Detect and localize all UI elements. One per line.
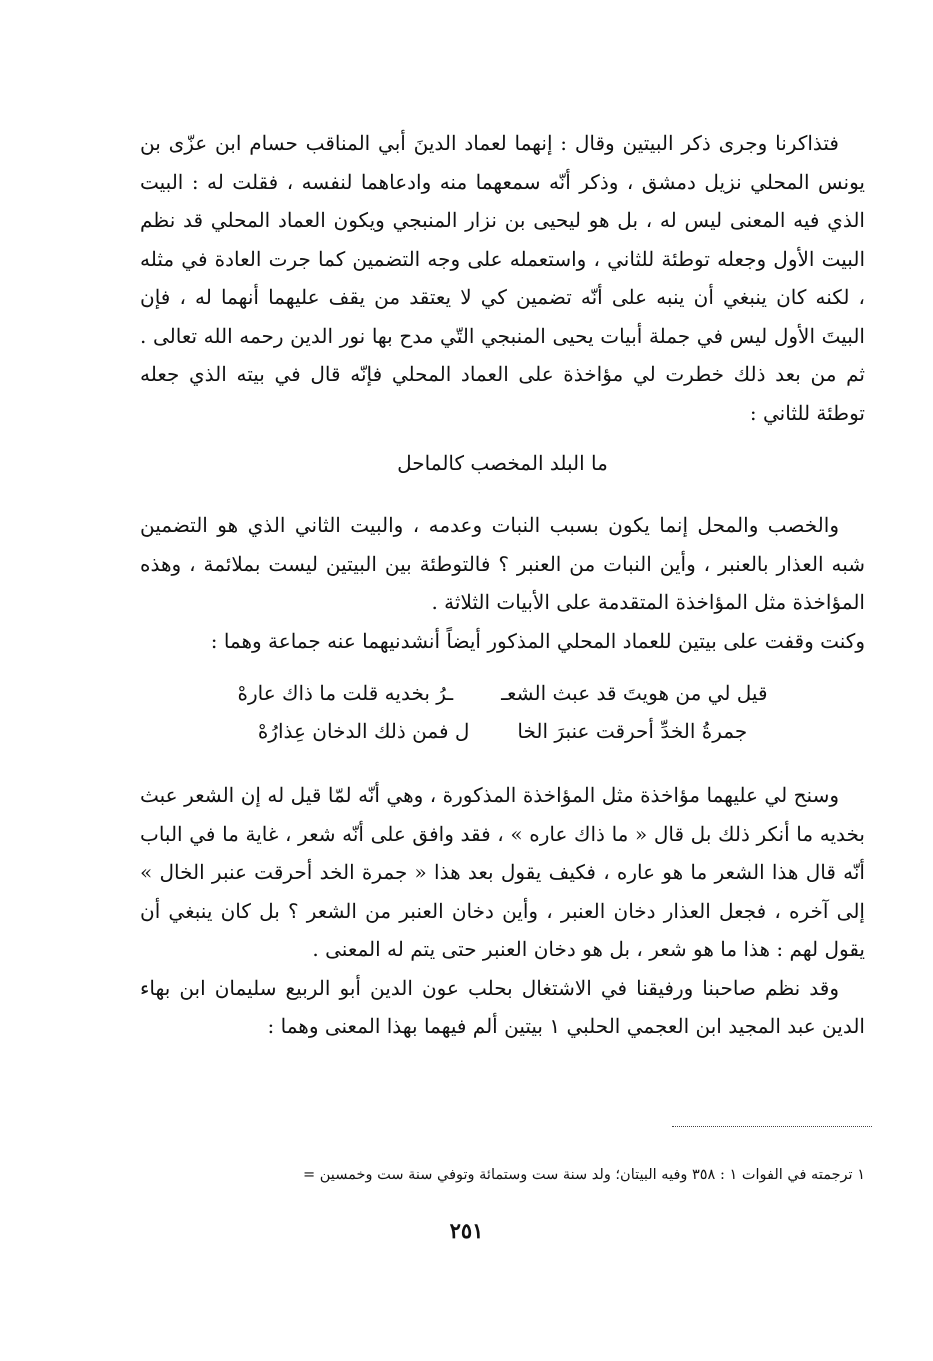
verse-2-first-hemistich: جمرةُ الخدِّ أحرقت عنبرَ الخا	[517, 719, 748, 743]
verse-1	[140, 674, 865, 712]
paragraph-2: والخصب والمحل إنما يكون بسبب النبات وعدمه ، والبيت الثاني الذي هو التضمين شبه العذار بالعنبر ، وأين النبات من العنبر ؟ فالتوطئة بين البيتين ليست بملائمة ، وهذه المؤاخذة مثل المؤاخذة المتقدمة على الأبيات الثلاثة .	[140, 513, 865, 614]
footnote: ١ ترجمته في الفوات ١ : ٣٥٨ وفيه البيتان؛ ولد سنة ست وستمائة وتوفي سنة ست وخمسين =	[303, 1167, 865, 1183]
verse-1-first-hemistich: قيل لي من هويتَ قد عبث الشعـ	[501, 681, 768, 705]
quoted-hemistich: ما البلد المخصب كالماحل	[397, 451, 608, 475]
paragraph-5: وقد نظم صاحبنا ورفيقنا في الاشتغال بحلب عون الدين أبو الربيع سليمان ابن بهاء الدين عبد المجيد ابن العجمي الحلبي ١ بيتين ألم فيهما بهذا المعنى وهما :	[140, 975, 865, 1038]
verse-2	[140, 712, 865, 750]
verse-1-second-hemistich: ـرُ بخديه قلت ما ذاك عارهْ	[237, 681, 454, 705]
paragraph-3: وكنت وقفت على بيتين للعماد المحلي المذكور أيضاً أنشدنيهما عنه جماعة وهما :	[210, 628, 865, 653]
paragraph-4: وسنح لي عليهما مؤاخذة مثل المؤاخذة المذكورة ، وهي أنّه لمّا قيل له إن الشعر عبث بخديه ما أنكر ذلك بل قال « ما ذاك عاره » ، فقد وافق على أنّه شعر ، غاية ما في الباب أنّه قال هذا الشعر ما هو عاره ، فكيف يقول بعد هذا « جمرة الخد أحرقت عنبر الخال » إلى آخره ، فجعل العذار دخان العنبر ، وأين دخان العنبر من الشعر ؟ بل كان ينبغي أن يقول لهم : هذا ما هو شعر ، بل هو دخان العنبر حتى يتم له المعنى .	[140, 783, 865, 961]
page-body	[140, 124, 865, 1046]
page-number: ٢٥١	[449, 1218, 484, 1243]
paragraph-1: فتذاكرنا وجرى ذكر البيتين وقال : إنهما لعماد الدينَ أبي المناقب حسام ابن عزّى بن يونس المحلي نزيل دمشق ، وذكر أنّه سمعهما منه وادعاهما لنفسه ، فقلت له : البيت الذي فيه المعنى ليس له ، بل هو ليحيى بن نزار المنبجي ويكون العماد المحلي قد نظم البيت الأول وجعله توطئة للثاني ، واستعمله على وجه التضمين كما جرت العادة في مثله ، لكنه كان ينبغي أن ينبه على أنّه تضمين كي لا يعتقد من يقف عليهما أنهما له ، فإن البيتَ الأول ليس في جملة أبيات يحيى المنبجي التّي مدح بها نور الدين رحمه الله تعالى . ثم من بعد ذلك خطرت لي مؤاخذة على العماد المحلي فإنّه قال في بيته الذي جعله توطئة للثاني :	[140, 131, 865, 425]
poem-verses	[140, 674, 865, 750]
verse-2-second-hemistich: ل فمن ذلك الدخان عِذارُهْ	[257, 719, 470, 743]
footnote-divider	[672, 1126, 872, 1127]
